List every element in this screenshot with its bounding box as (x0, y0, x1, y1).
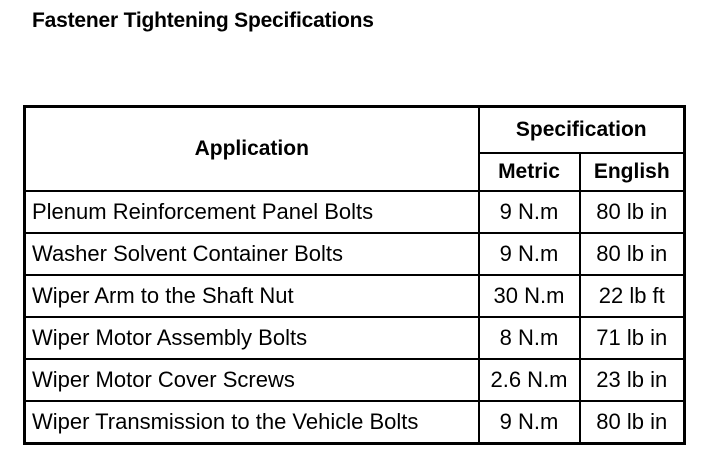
english-cell: 80 lb in (580, 191, 685, 233)
metric-cell: 8 N.m (479, 317, 580, 359)
english-cell: 71 lb in (580, 317, 685, 359)
english-cell: 80 lb in (580, 233, 685, 275)
application-cell: Wiper Motor Assembly Bolts (25, 317, 479, 359)
english-cell: 23 lb in (580, 359, 685, 401)
header-english: English (580, 153, 685, 191)
header-application: Application (25, 107, 479, 192)
application-cell: Plenum Reinforcement Panel Bolts (25, 191, 479, 233)
english-cell: 80 lb in (580, 401, 685, 444)
header-metric: Metric (479, 153, 580, 191)
application-cell: Wiper Arm to the Shaft Nut (25, 275, 479, 317)
table-row (25, 401, 685, 444)
table-row (25, 317, 685, 359)
page-title: Fastener Tightening Specifications (32, 9, 374, 32)
fastener-spec-table (23, 105, 686, 445)
metric-cell: 2.6 N.m (479, 359, 580, 401)
application-cell: Wiper Transmission to the Vehicle Bolts (25, 401, 479, 444)
application-cell: Wiper Motor Cover Screws (25, 359, 479, 401)
table-row (25, 359, 685, 401)
table-row (25, 191, 685, 233)
metric-cell: 30 N.m (479, 275, 580, 317)
table-row (25, 233, 685, 275)
table-row (25, 275, 685, 317)
metric-cell: 9 N.m (479, 191, 580, 233)
metric-cell: 9 N.m (479, 233, 580, 275)
metric-cell: 9 N.m (479, 401, 580, 444)
header-specification: Specification (479, 107, 685, 154)
application-cell: Washer Solvent Container Bolts (25, 233, 479, 275)
english-cell: 22 lb ft (580, 275, 685, 317)
header-row (25, 107, 685, 154)
